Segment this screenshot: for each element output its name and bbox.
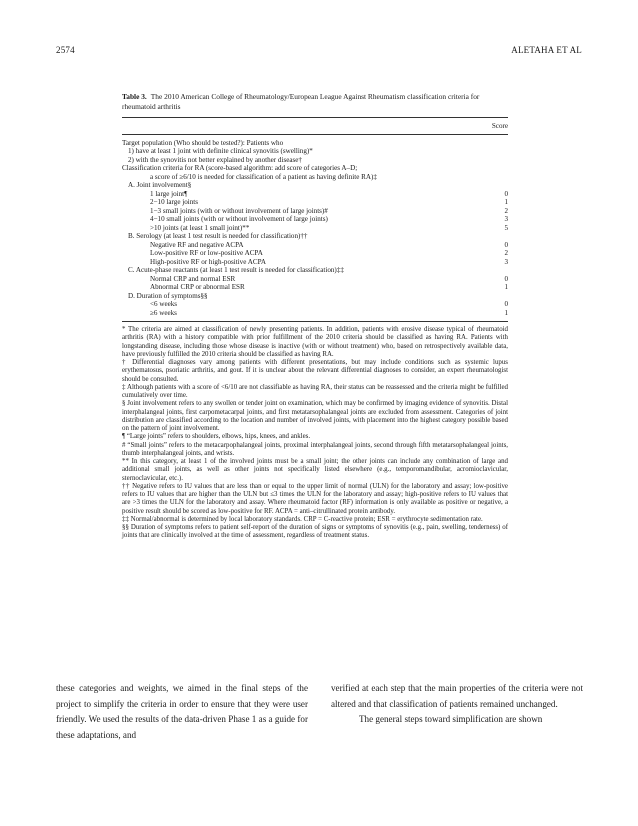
criterion-score: 5 bbox=[504, 223, 508, 232]
table-row bbox=[122, 283, 508, 292]
criterion-score: 1 bbox=[504, 283, 508, 292]
table-row bbox=[122, 156, 508, 165]
page-number: 2574 bbox=[56, 45, 75, 55]
criterion-label: a score of ≥6/10 is needed for classification of a patient as having definite RA)‡ bbox=[150, 172, 377, 181]
criterion-label: Low-positive RF or low-positive ACPA bbox=[150, 249, 263, 258]
criterion-score: 0 bbox=[504, 240, 508, 249]
criterion-score bbox=[492, 139, 508, 148]
table-footnotes bbox=[122, 322, 508, 541]
table-row bbox=[122, 207, 508, 216]
criterion-label: Classification criteria for RA (score-based algorithm: add score of categories A–D; bbox=[122, 164, 358, 173]
body-paragraph: these categories and weights, we aimed in the final steps of the project to simplify the criteria in order to ensure that they were user friendly. We used the results of the data-driven Phase 1 as a guide for these adaptations, and bbox=[56, 683, 308, 740]
criterion-score: 0 bbox=[504, 189, 508, 198]
footnote: § Joint involvement refers to any swollen or tender joint on examination, which may be confirmed by imaging evidence of synovitis. Distal interphalangeal joints, first carpometacarpal joints, and first metatarsophalangeal joints are excluded from assessment. Categories of joint distribution are classified according to the location and number of involved joints, with placement into the highest category possible based on the pattern of joint involvement. bbox=[122, 400, 508, 433]
table-row bbox=[122, 275, 508, 284]
criterion-label: B. Serology (at least 1 test result is needed for classification)†† bbox=[128, 232, 308, 241]
table-row bbox=[122, 309, 508, 318]
table-title: The 2010 American College of Rheumatology/European League Against Rheumatism classification criteria for rheumatoid arthritis bbox=[122, 92, 480, 111]
table-row bbox=[122, 258, 508, 267]
table-row bbox=[122, 173, 508, 182]
footnote: ** In this category, at least 1 of the involved joints must be a small joint; the other joints can include any combination of large and additional small joints, as well as other joints not specifically listed elsewhere (e.g., temporomandibular, acromioclavicular, sternoclavicular, etc.). bbox=[122, 458, 508, 482]
criterion-label: <6 weeks bbox=[150, 300, 178, 309]
footnote: ¶ “Large joints” refers to shoulders, elbows, hips, knees, and ankles. bbox=[122, 433, 311, 441]
criterion-label: 1−3 small joints (with or without involvement of large joints)# bbox=[150, 206, 328, 215]
table-row bbox=[122, 241, 508, 250]
table-row bbox=[122, 300, 508, 309]
criterion-label: 1 large joint¶ bbox=[150, 189, 188, 198]
table-caption bbox=[122, 92, 508, 111]
body-column-left bbox=[56, 681, 308, 743]
criterion-label: ≥6 weeks bbox=[150, 308, 177, 317]
criterion-score: 0 bbox=[504, 300, 508, 309]
criterion-label: Target population (Who should be tested?): Patients who bbox=[122, 138, 284, 147]
criterion-label: D. Duration of symptoms§§ bbox=[128, 291, 208, 300]
criterion-score: 1 bbox=[504, 198, 508, 207]
table-label: Table 3. bbox=[122, 92, 147, 101]
criterion-score bbox=[492, 292, 508, 301]
table-row bbox=[122, 190, 508, 199]
criterion-score bbox=[492, 164, 508, 173]
criterion-score bbox=[492, 232, 508, 241]
criterion-score: 3 bbox=[504, 257, 508, 266]
criterion-label: High-positive RF or high-positive ACPA bbox=[150, 257, 267, 266]
criterion-label: 2−10 large joints bbox=[150, 198, 199, 207]
body-paragraph: The general steps toward simplification are shown bbox=[359, 714, 543, 725]
body-paragraph: verified at each step that the main properties of the criteria were not altered and that classification of patients remained unchanged. bbox=[331, 683, 583, 709]
table-row bbox=[122, 266, 508, 275]
table-row bbox=[122, 139, 508, 148]
footnote: §§ Duration of symptoms refers to patient self-report of the duration of signs or symptoms of synovitis (e.g., pain, swelling, tenderness) of joints that are clinically involved at the time of assessment, regardless of treatment status. bbox=[122, 524, 508, 540]
table-row bbox=[122, 147, 508, 156]
table-row bbox=[122, 292, 508, 301]
criterion-score: 1 bbox=[504, 308, 508, 317]
table-row bbox=[122, 249, 508, 258]
criterion-score: 2 bbox=[504, 249, 508, 258]
criterion-score bbox=[492, 156, 508, 165]
criterion-score bbox=[492, 266, 508, 275]
criterion-label: C. Acute-phase reactants (at least 1 test result is needed for classification)‡‡ bbox=[128, 266, 344, 275]
criterion-score: 0 bbox=[504, 274, 508, 283]
table-row bbox=[122, 215, 508, 224]
criterion-label: 2) with the synovitis not better explained by another disease† bbox=[128, 155, 302, 164]
criterion-score bbox=[492, 173, 508, 182]
criterion-score bbox=[492, 147, 508, 156]
footnote: # “Small joints” refers to the metacarpophalangeal joints, proximal interphalangeal joints, second through fifth metatarsophalangeal joints, thumb interphalangeal joints, and wrists. bbox=[122, 441, 508, 457]
score-column-header: Score bbox=[491, 122, 508, 131]
body-column-right bbox=[331, 681, 583, 728]
criterion-label: 1) have at least 1 joint with definite clinical synovitis (swelling)* bbox=[128, 147, 313, 156]
criteria-table bbox=[122, 92, 508, 541]
criterion-label: A. Joint involvement§ bbox=[128, 181, 192, 190]
footnote: ‡ Although patients with a score of <6/10 are not classifiable as having RA, their status can be reassessed and the criteria might be fulfilled cumulatively over time. bbox=[122, 383, 508, 400]
criterion-score bbox=[492, 181, 508, 190]
footnote: * The criteria are aimed at classification of newly presenting patients. In addition, patients with erosive disease typical of rheumatoid arthritis (RA) with a history compatible with prior fulfillment of the 2010 criteria should be classified as having RA. Patients with longstanding disease, including those whose disease is inactive (with or without treatment) who, based on retrospectively available data, have previously fulfilled the 2010 criteria should be classified as having RA. bbox=[122, 326, 508, 358]
criterion-label: Normal CRP and normal ESR bbox=[150, 274, 236, 283]
footnote: †† Negative refers to IU values that are less than or equal to the upper limit of normal (ULN) for the laboratory and assay; low-positive refers to IU values that are higher than the ULN but ≤3 times the ULN for the laboratory and assay; high-positive refers to IU values that are >3 times the ULN for the laboratory and assay. Where rheumatoid factor (RF) information is only available as positive or negative, a positive result should be scored as low-positive for RF. ACPA = anti–citrullinated protein antibody. bbox=[122, 482, 508, 515]
footnote: ‡‡ Normal/abnormal is determined by local laboratory standards. CRP = C-reactive protein; ESR = erythrocyte sedimentation rate. bbox=[122, 515, 483, 523]
table-row bbox=[122, 181, 508, 190]
table-row bbox=[122, 198, 508, 207]
table-row bbox=[122, 224, 508, 233]
criterion-label: 4−10 small joints (with or without involvement of large joints) bbox=[150, 215, 328, 224]
criterion-score: 3 bbox=[504, 215, 508, 224]
table-row bbox=[122, 232, 508, 241]
criterion-label: Abnormal CRP or abnormal ESR bbox=[150, 283, 245, 292]
footnote: † Differential diagnoses vary among patients with different presentations, but may include conditions such as systemic lupus erythematosus, psoriatic arthritis, and gout. If it is unclear about the relevant differential diagnoses to consider, an expert rheumatologist should be consulted. bbox=[122, 359, 508, 383]
criterion-label: >10 joints (at least 1 small joint)** bbox=[150, 223, 250, 232]
criterion-score: 2 bbox=[504, 206, 508, 215]
table-row bbox=[122, 164, 508, 173]
table-body bbox=[122, 135, 508, 322]
criterion-label: Negative RF and negative ACPA bbox=[150, 240, 244, 249]
running-head-authors: ALETAHA ET AL bbox=[511, 45, 582, 55]
running-head bbox=[56, 45, 582, 55]
